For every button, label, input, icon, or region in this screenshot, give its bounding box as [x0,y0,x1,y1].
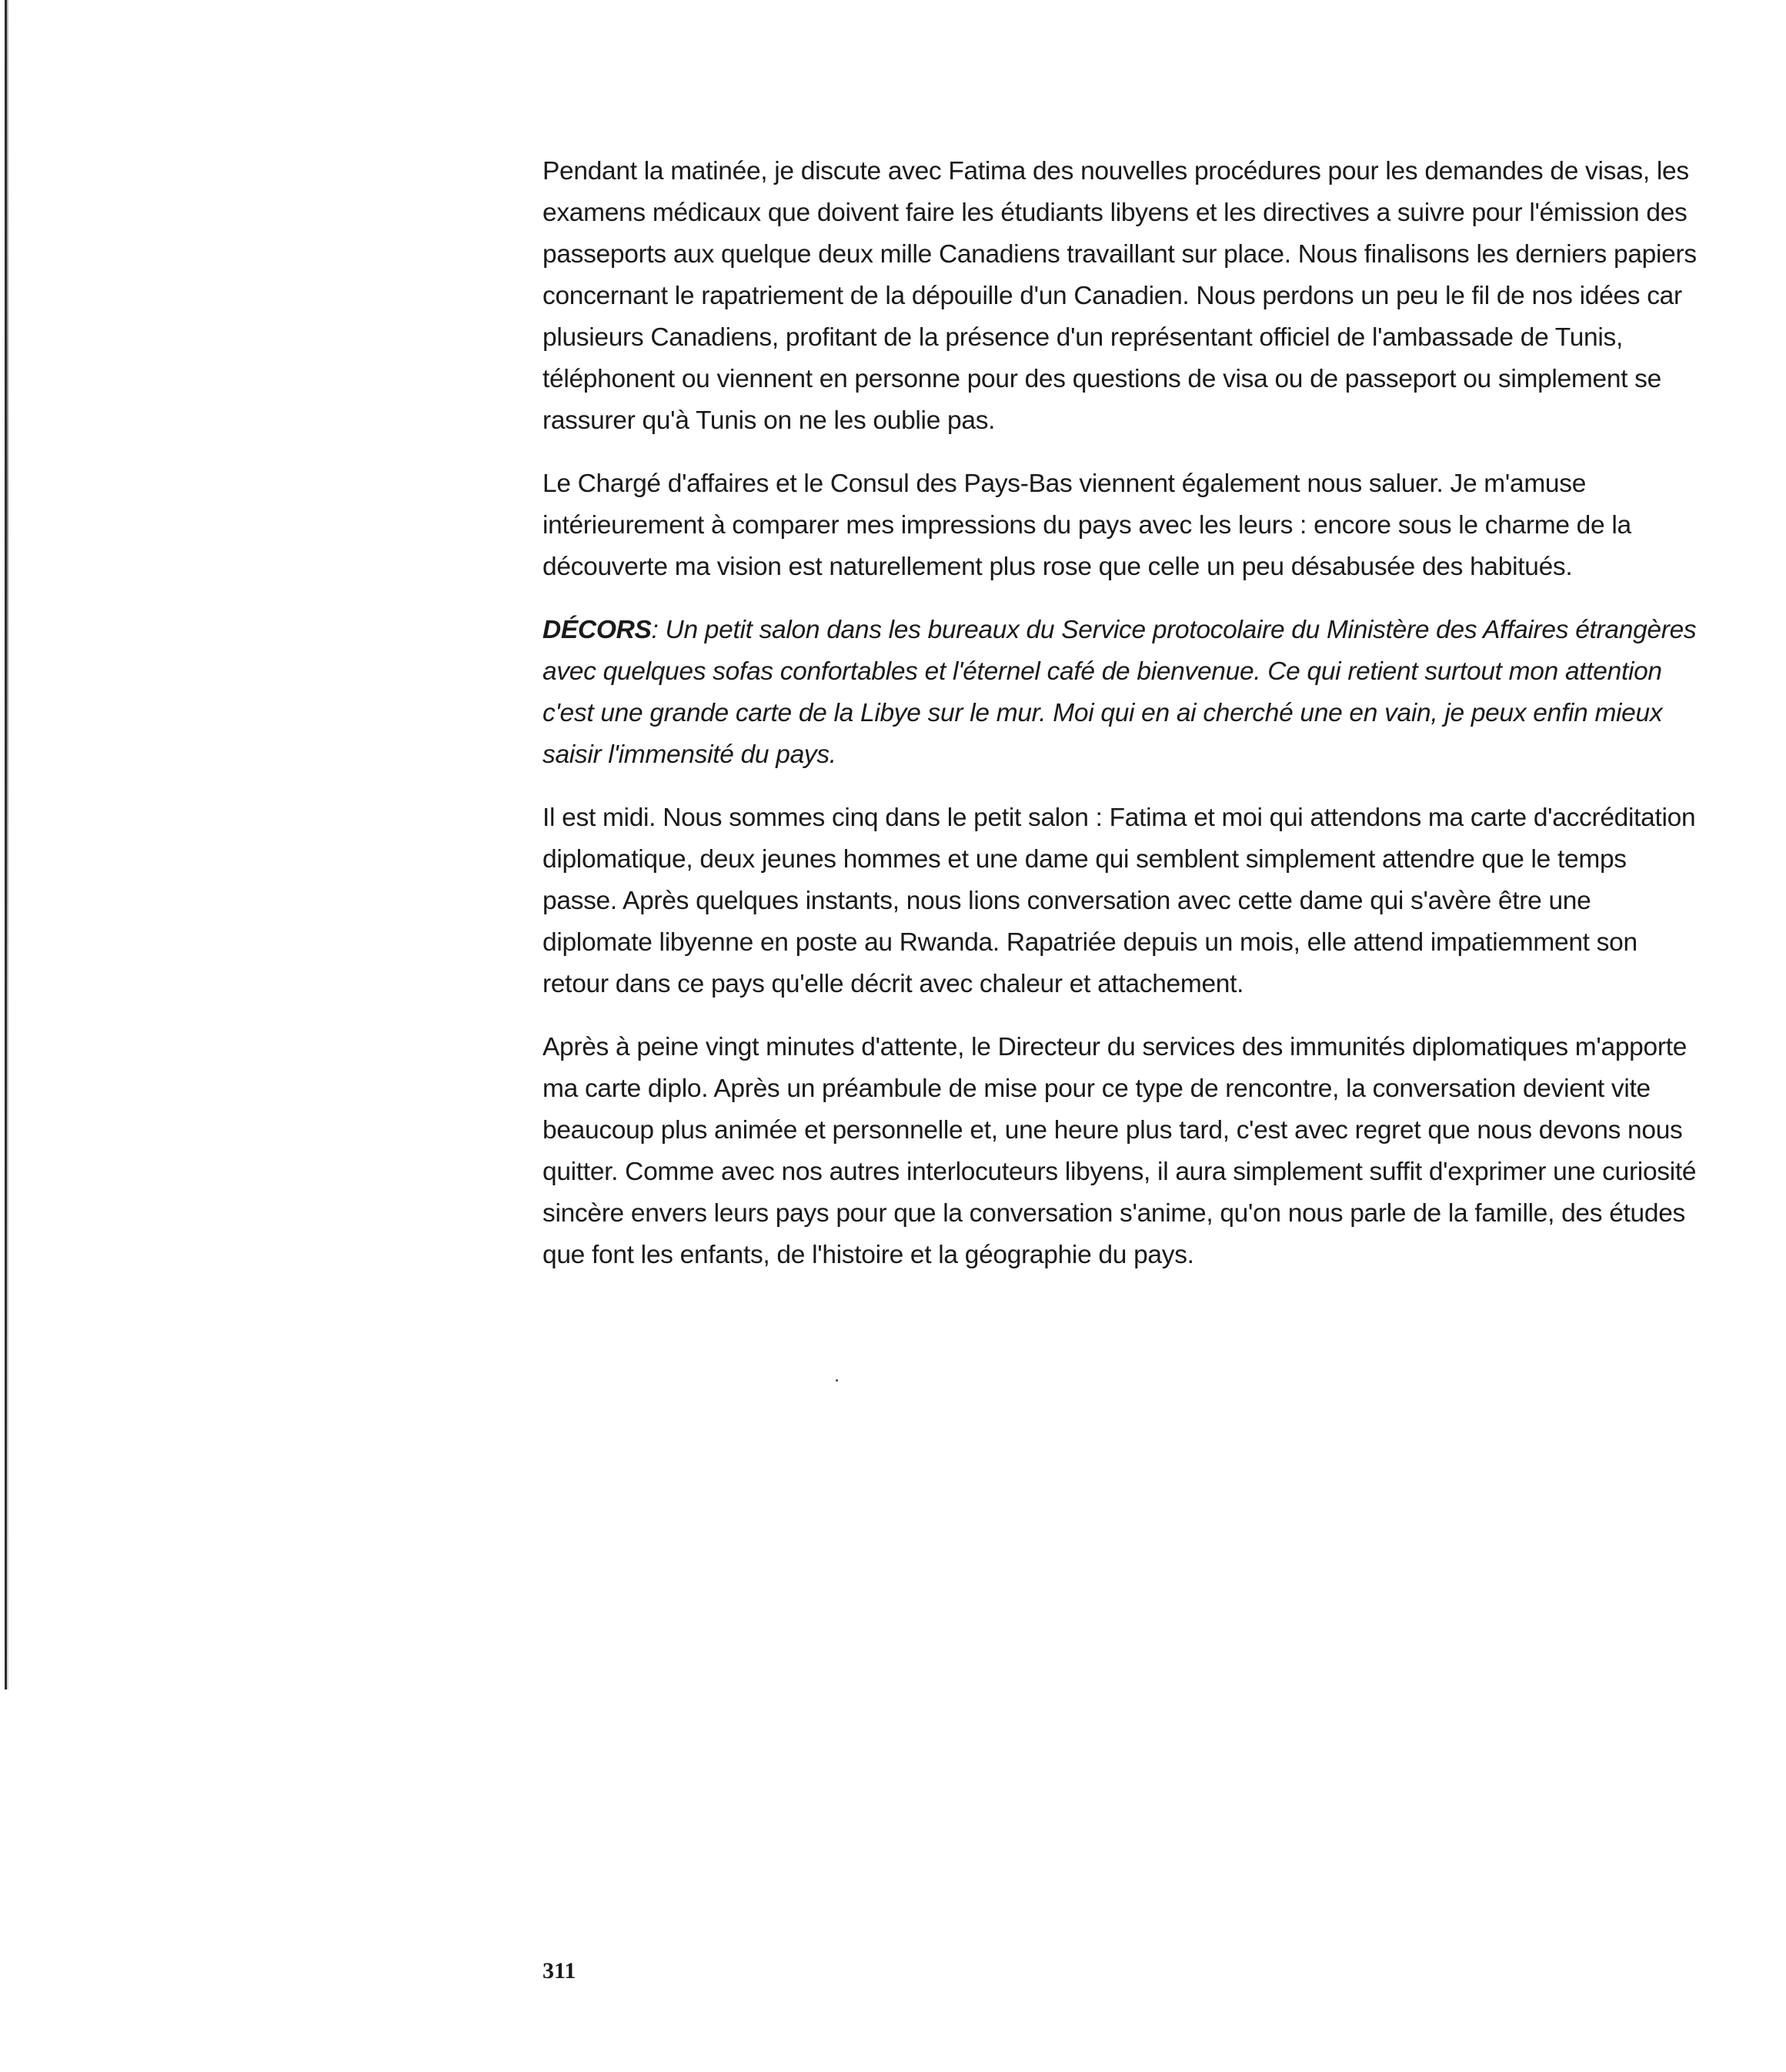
paragraph-1: Pendant la matinée, je discute avec Fatima des nouvelles procédures pour les demandes de visas, les examens médicaux que doivent faire les étudiants libyens et les directives a suivre pour l'émission des passeports aux quelque deux mille Canadiens travaillant sur place. Nous finalisons les derniers papiers concernant le rapatriement de la dépouille d'un Canadien. Nous perdons un peu le fil de nos idées car plusieurs Canadiens, profitant de la présence d'un représentant officiel de l'ambassade de Tunis, téléphonent ou viennent en personne pour des questions de visa ou de passeport ou simplement se rassurer qu'à Tunis on ne les oublie pas. [542,157,1697,435]
body-text [542,151,1697,1298]
paragraph-3-decor [542,610,1697,776]
decor-heading: DÉCORS [542,616,652,644]
decor-description: : Un petit salon dans les bureaux du Service protocolaire du Ministère des Affaires étrangères avec quelques sofas confortables et l'éternel café de bienvenue. Ce qui retient surtout mon attention c'est une grande carte de la Libye sur le mur. Moi qui en ai cherché une en vain, je peux enfin mieux saisir l'immensité du pays. [542,616,1697,769]
scan-speck [836,1379,838,1382]
paragraph-2: Le Chargé d'affaires et le Consul des Pays-Bas viennent également nous saluer. Je m'amuse intérieurement à comparer mes impressions du pays avec les leurs : encore sous le charme de la découverte ma vision est naturellement plus rose que celle un peu désabusée des habitués. [542,470,1631,581]
paragraph-4: Il est midi. Nous sommes cinq dans le petit salon : Fatima et moi qui attendons ma carte d'accréditation diplomatique, deux jeunes hommes et une dame qui semblent simplement attendre que le temps passe. Après quelques instants, nous lions conversation avec cette dame qui s'avère être une diplomate libyenne en poste au Rwanda. Rapatriée depuis un mois, elle attend impatiemment son retour dans ce pays qu'elle décrit avec chaleur et attachement. [542,804,1696,998]
paragraph-5: Après à peine vingt minutes d'attente, le Directeur du services des immunités diplomatiques m'apporte ma carte diplo. Après un préambule de mise pour ce type de rencontre, la conversation devient vite beaucoup plus animée et personnelle et, une heure plus tard, c'est avec regret que nous devons nous quitter. Comme avec nos autres interlocuteurs libyens, il aura simplement suffit d'exprimer une curiosité sincère envers leurs pays pour que la conversation s'anime, qu'on nous parle de la famille, des études que font les enfants, de l'histoire et la géographie du pays. [542,1033,1697,1269]
page-number: 311 [542,1958,576,1983]
book-spine-shadow [7,0,8,1689]
